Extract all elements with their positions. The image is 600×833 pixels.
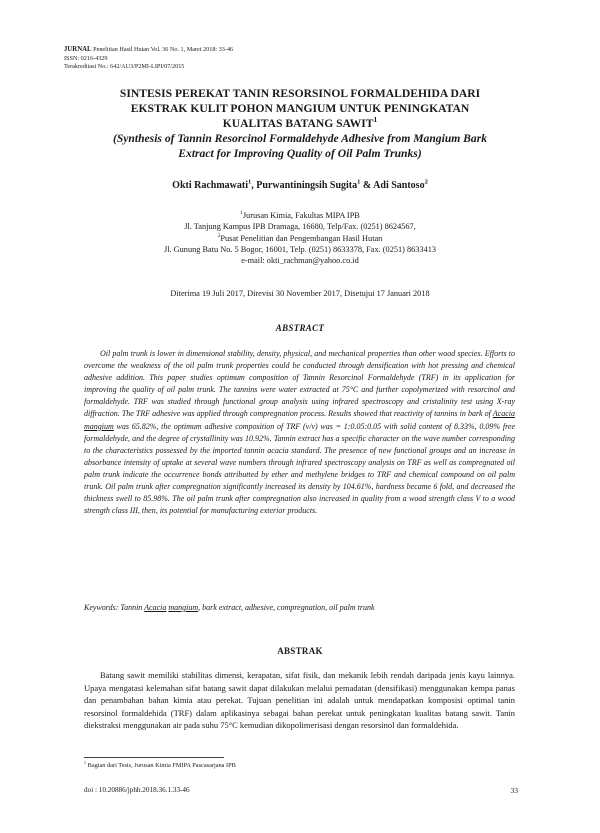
keyword-genus: Acacia [144,603,167,612]
footnote-mark: 1 [84,759,87,765]
author-3: & Adi Santoso [360,180,425,191]
footnote-divider [84,757,224,758]
affiliations [60,210,540,266]
footnote-text: Bagian dari Tesis, Jurusan Kimia FMIPA Pascasarjana IPB [86,762,236,769]
abstract-species: mangium [84,421,114,431]
abstract-genus: Acacia [492,409,515,419]
affiliation-2-name [60,233,540,244]
author-2-affil: 1 [357,178,361,186]
abstract-text-2: was 65.82%, the optimum adhesive composition of TRF (v/v) was = 1:0.05:0.05 with solid content of 8.33%, 0.09% free formaldehyde, and the degree of crystallinity was 10.92%. Tannin extract has a specific character on the wave number corresponding to the characteristics possessed by the imported tannin acacia standard. The presence of new functional groups and an increase in absorbance intensity of uptake at several wave numbers through infrared spectroscopy analysis on TRF as well as compregnated oil palm trunk indicate the occurrence bonds attributted by ether and methylene bridges to TRF and chemical compound on oil palm trunk. Oil palm trunk after compregnation significantly increased its density by 104.61%, hardness became 6 fold, and decreased the thickness swell to 85.98%. The oil palm trunk after compregnation also increased in quality from a wood strength class V to a wood strength class III, then, its potential for manufacturing exterior products. [84,421,515,516]
issn: ISSN: 0216-4329 [64,54,108,62]
author-email[interactable]: e-mail: okti_rachman@yahoo.co.id [241,256,359,266]
submission-dates: Diterima 19 Juli 2017, Direvisi 30 November 2017, Disetujui 17 Januari 2018 [170,289,430,298]
author-1-affil: 1 [248,178,252,186]
footnote [84,759,236,769]
title-footnote-mark: 1 [373,115,378,125]
doi[interactable]: doi : 10.20886/jphh.2018.36.1.33-46 [84,786,190,794]
title-id-line2: EKSTRAK KULIT POHON MANGIUM UNTUK PENINGKATAN [130,102,470,115]
title-en-line2: Extract for Improving Quality of Oil Palm Trunks) [178,147,422,160]
affiliation-2-address: Jl. Gunung Batu No. 5 Bogor, 16001, Telp. (0251) 8633378, Fax. (0251) 8633413 [163,244,437,254]
journal-word: JURNAL [64,46,92,53]
affiliation-1-mark: 1 [240,210,243,217]
accreditation: Terakreditasi No.: 642/AU3/P2MI-LIPI/07/2015 [64,63,185,71]
affiliation-2-text: Pusat Penelitian dan Pengembangan Hasil Hutan [220,233,383,243]
affiliation-2-mark: 2 [217,232,221,239]
title-id-line3: KUALITAS BATANG SAWIT [222,117,374,130]
title-en [60,131,540,161]
affiliation-1-address: Jl. Tanjung Kampus IPB Dramaga, 16680, Telp/Fax. (0251) 8624567, [184,222,416,232]
abstract-text-1: Oil palm trunk is lower in dimensional stability, density, physical, and mechanical properties than other wood species. Efforts to overcome the weakness of the oil palm trunk properties could be conducted through densification with hot pressing and chemical adhesive addition. This paper studies optimum composition of Tannin Resorcinol Formaldehyde (TRF) in its application for improving the quality of oil palm trunk. The tannins were water extracted at 75°C and further copolymerized with resorcinol and formaldehyde. TRF was studied through functional group analysis using infrared spectroscopy and cristalinity test using X-ray diffraction. The TRF adhesive was applied through compregnation process. Results showed that reactivity of tannins in bark of [84,349,515,419]
keyword-species: mangium [168,603,199,612]
title-id [60,86,540,131]
abstrak-body: Batang sawit memiliki stabilitas dimensi, kerapatan, sifat fisik, dan mekanik lebih rendah daripada jenis kayu lainnya. Upaya mengatasi kelemahan sifat batang sawit dapat dilakukan melalui pemadatan (densifikasi) menggunakan kempa panas dan penambahan bahan kimia atau perekat. Tujuan penelitian ini adalah untuk mendapatkan komposisi optimal tanin resorsinol formaldehida (TRF) dalam aplikasinya sebagai bahan perekat untuk peningkatan kualitas batang sawit. Tanin diekstraksi menggunakan air pada suhu 75°C kemudian dikopolimerisasi dengan resorsinol dan formaldehida. [84,670,515,731]
author-2: , Purwantiningsih Sugita [251,180,358,191]
title-id-line1: SINTESIS PEREKAT TANIN RESORSINOL FORMALDEHIDA DARI [119,87,481,100]
journal-volume: Penelitian Hasil Hutan Vol. 36 No. 1, Maret 2018: 33-46 [93,46,234,53]
affiliation-1-text: Jurusan Kimia, Fakultas MIPA IPB [242,211,360,220]
title-en-line1: (Synthesis of Tannin Resorcinol Formaldehyde Adhesive from Mangium Bark [112,132,488,145]
author-list [60,180,540,191]
title-block [60,86,540,161]
keywords-prefix: Keywords: Tannin [84,603,145,612]
author-3-affil: 2 [424,178,428,186]
journal-citation [64,46,233,55]
page-number: 33 [510,786,518,795]
abstract-body [84,348,515,517]
affiliation-1-name [60,210,540,221]
abstrak-heading: ABSTRAK [277,646,323,656]
keywords [84,603,515,612]
abstract-heading: ABSTRACT [275,323,325,333]
keywords-rest: , bark extract, adhesive, compregnation, oil palm trunk [198,603,375,612]
journal-header [64,46,233,72]
author-1: Okti Rachmawati [172,180,249,191]
